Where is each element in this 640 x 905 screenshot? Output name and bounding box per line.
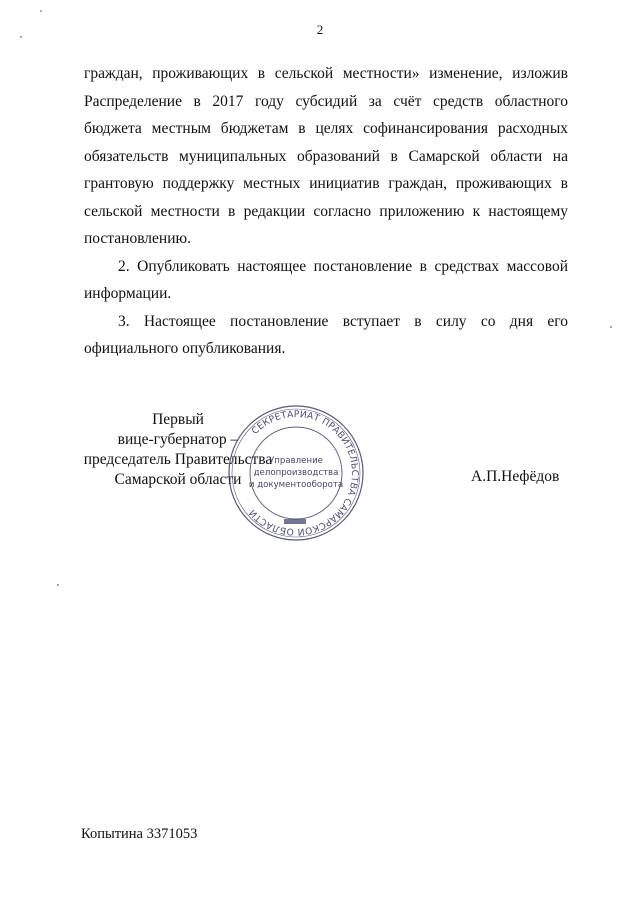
scan-speck xyxy=(40,10,42,12)
signer-title-line: вице-губернатор – xyxy=(117,431,239,448)
stamp-center-line: и документооборота xyxy=(248,480,344,490)
signer-name: А.П.Нефёдов xyxy=(471,468,560,485)
scan-speck xyxy=(610,326,612,328)
paragraph-item-2: 2. Опубликовать настоящее постановление в средствах массовой информации. xyxy=(84,257,568,302)
scan-speck xyxy=(57,584,59,586)
paragraph-item-3: 3. Настоящее постановление вступает в силу со дня его официального опубликования. xyxy=(84,312,568,357)
stamp-center-line: Управление xyxy=(269,456,323,466)
body-text xyxy=(84,60,568,363)
signer-title-line: Самарской области xyxy=(114,471,242,488)
signer-title-line: Первый xyxy=(152,411,204,428)
executor-note: Копытина 3371053 xyxy=(81,826,198,842)
signer-title-line: председатель Правительства xyxy=(83,451,273,468)
stamp-center-line: делопроизводства xyxy=(253,468,339,478)
scan-speck xyxy=(20,36,22,38)
stamp-ring-text: СЕКРЕТАРИАТ ПРАВИТЕЛЬСТВА САМАРСКОЙ ОБЛАСТИ xyxy=(247,408,361,538)
stamp-mark xyxy=(284,519,306,524)
official-seal-stamp xyxy=(226,403,366,543)
paragraph-continuation: граждан, проживающих в сельской местности» изменение, изложив Распределение в 2017 году субсидий за счёт средств областного бюджета местным бюджетам в целях софинансирования расходных обязательств муниципальных образований в Самарской области на грантовую поддержку местных инициатив граждан, проживающих в сельской местности в редакции согласно приложению к настоящему постановлению. xyxy=(84,65,568,247)
page-number: 2 xyxy=(316,22,324,37)
